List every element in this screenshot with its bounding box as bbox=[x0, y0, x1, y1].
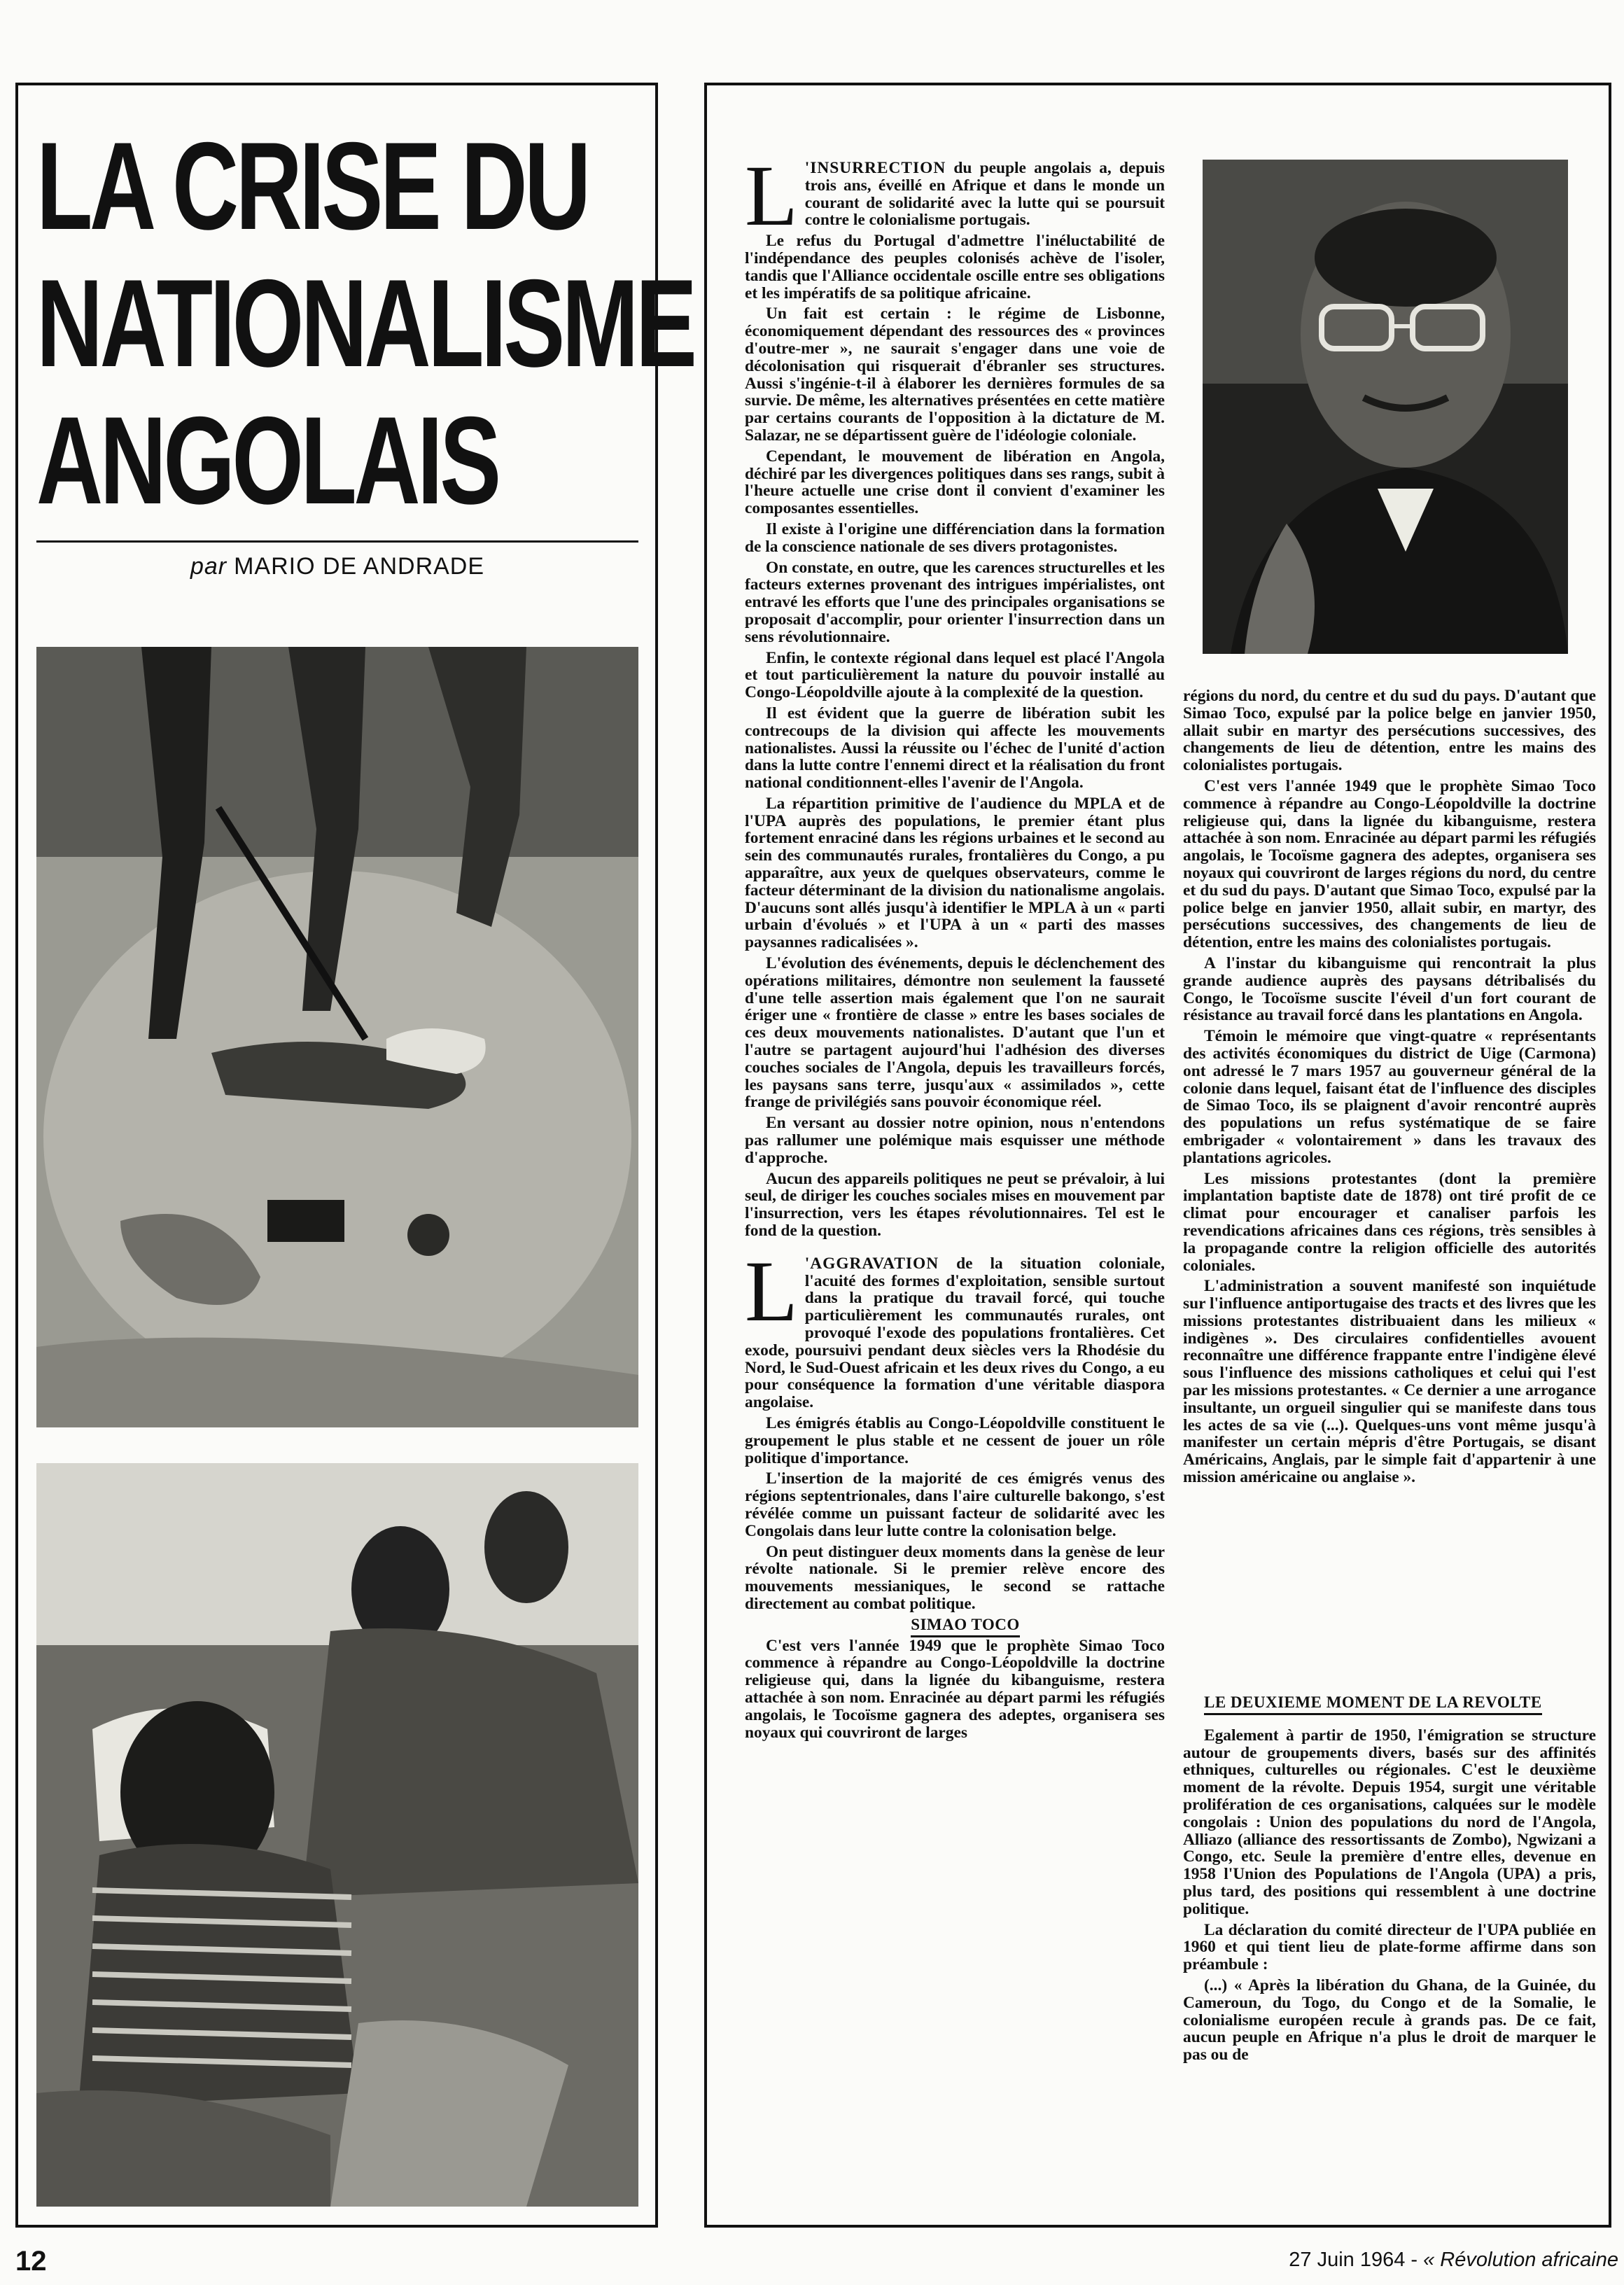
byline-rule-top bbox=[36, 540, 638, 543]
deuxieme-moment-heading: LE DEUXIEME MOMENT DE LA REVOLTE bbox=[1183, 1694, 1596, 1712]
intro-paragraph-11: En versant au dossier notre opinion, nous n'entendons pas rallumer une polémique mais esquisser une méthode d'approche. bbox=[745, 1114, 1165, 1167]
section2-paragraph-2: Les émigrés établis au Congo-Léopoldville constituent le groupement le plus stable et ne cessent de jouer un rôle politique d'importance. bbox=[745, 1413, 1165, 1467]
section2-lead-caps: 'AGGRAVATION bbox=[804, 1254, 939, 1273]
section2-p1-text: de la situation coloniale, l'acuité des formes d'exploitation, sensible surtout dans la pratique du travail forcé, qui touche particulièrement les communautés rurales, ont provoqué l'exode des populations frontalières. Cet exode, poursuivi pendant deux siècles vers la Rhodésie du Nord, le Sud-Ouest africain et les deux rives du Congo, a eu pour conséquence la formation d'une véritable diaspora angolaise. bbox=[745, 1254, 1165, 1412]
byline-author: MARIO DE ANDRADE bbox=[234, 553, 485, 580]
photo-prisoners bbox=[36, 1463, 638, 2207]
section2-paragraph-4: On peut distinguer deux moments dans la genèse de leur révolte nationale. Si le premier relève encore des mouvements messianiques, le second se rattache directement au combat politique. bbox=[745, 1542, 1165, 1613]
byline bbox=[36, 553, 638, 580]
section2-paragraph-3: L'insertion de la majorité de ces émigrés venus des régions septentrionales, dans l'aire culturelle bakongo, s'est révélée comme un puissant facteur de solidarité avec les Congolais dans leur lutte contre la colonisation belge. bbox=[745, 1469, 1165, 1540]
deuxieme-paragraph-3: (...) « Après la libération du Ghana, de la Guinée, du Cameroun, du Togo, du Congo et de la Somalie, le colonialisme européen recule à grands pas. De ce fait, aucun peuple en Afrique n'a plus le droit de marquer le pas ou de bbox=[1183, 1976, 1596, 2064]
footer-publication-title: « Révolution africaine bbox=[1423, 2249, 1618, 2271]
intro-paragraph-5: Il existe à l'origine une différenciation dans la formation de la conscience nationale de ses divers protagonistes. bbox=[745, 519, 1165, 556]
article-column-middle bbox=[745, 148, 1165, 1745]
intro-lead-caps: 'INSURRECTION bbox=[804, 159, 946, 177]
intro-paragraph-9: La répartition primitive de l'audience du MPLA et de l'UPA auprès des populations, le premier étant plus fortement enraciné dans les régions urbaines et le second au sein des communautés rurales, frontalières du Congo, a pu apparaître, aux yeux de quelques observateurs, comme le facteur déterminant de la division du nationalisme angolais. D'aucuns sont allés jusqu'à identifier le MPLA à un « parti urbain d'évolués » et l'UPA à un « parti des masses paysannes radicalisées ». bbox=[745, 794, 1165, 952]
intro-paragraph-12: Aucun des appareils politiques ne peut se prévaloir, à lui seul, de diriger les couches sociales mises en mouvement par l'insurrection, vers les étapes révolutionnaires. Tel est le fond de la question. bbox=[745, 1169, 1165, 1241]
intro-p1-text: du peuple angolais a, depuis trois ans, éveillé en Afrique et dans le monde un courant de solidarité avec la lutte qui se poursuit contre le colonialisme portugais. bbox=[804, 159, 1165, 230]
headline-line-3: ANGOLAIS bbox=[36, 391, 498, 530]
intro-paragraph-10: L'évolution des événements, depuis le déclenchement des opérations militaires, démontre non seulement la fausseté d'une telle assertion mais également que l'on ne saurait ériger une « frontière de classe » entre les bases sociales de ces deux mouvements nationalistes. D'autant que l'un et l'autre se partagent aujourd'hui l'adhésion des diverses couches sociales de l'Angola, depuis les travailleurs forcés, les paysans sans terre, jusqu'aux « assimilados », cette frange de privilégiés sans pouvoir économique réel. bbox=[745, 954, 1165, 1112]
intro-paragraph-7: Enfin, le contexte régional dans lequel est placé l'Angola et tout particulièrement la nature du pouvoir installé au Congo-Léopoldville ajoute à la complexité de la question. bbox=[745, 648, 1165, 702]
right-paragraph-1: C'est vers l'année 1949 que le prophète Simao Toco commence à répandre au Congo-Léopoldville la doctrine religieuse qui, dans la lignée du kibanguisme, restera attachée à son nom. Enracinée au départ parmi les réfugiés angolais, le Tocoïsme gagnera des adeptes, organisera ses noyaux qui couvriront de larges régions du nord, du centre et du sud du pays. D'autant que Simao Toco, expulsé par la police belge en janvier 1950, allait subir, en martyr, des persécutions successives, des changements de lieu de détention, entre les mains des colonialistes portugais. bbox=[1183, 776, 1596, 952]
intro-paragraph-6: On constate, en outre, que les carences structurelles et les facteurs externes provenant des intrigues impérialistes, ont entravé les efforts que l'une des principales organisations se proposait d'accomplir, pour orienter l'insurrection dans un sens révolutionnaire. bbox=[745, 558, 1165, 646]
section2-paragraph-1 bbox=[745, 1243, 1165, 1412]
page-number: 12 bbox=[15, 2246, 47, 2277]
right-paragraph-2: A l'instar du kibanguisme qui rencontrait la plus grande audience auprès des paysans détribalisés du Congo, le Tocoïsme suscite l'éveil d'un fort courant de résistance au travail forcé dans les plantations en Angola. bbox=[1183, 953, 1596, 1025]
right-paragraph-4: Les missions protestantes (dont la première implantation baptiste date de 1878) ont tiré profit de ce climat pour encourager et canaliser parfois les revendications africaines dans ces régions, très sensibles à la propagande contre la religion officielle des autorités coloniales. bbox=[1183, 1169, 1596, 1275]
photo-soldiers bbox=[36, 647, 638, 1427]
right-paragraph-0: régions du nord, du centre et du sud du pays. D'autant que Simao Toco, expulsé par la police belge en janvier 1950, allait subir en martyr des persécutions successives, des changements de lieu de détention, entre les mains des colonialistes portugais. bbox=[1183, 687, 1596, 775]
simao-toco-heading: SIMAO TOCO bbox=[745, 1616, 1165, 1634]
article-column-right bbox=[1183, 687, 1596, 1490]
article-headline bbox=[36, 116, 694, 530]
deuxieme-paragraph-1: Egalement à partir de 1950, l'émigration se structure autour de groupements divers, basés sur des affinités ethniques, culturelles ou régionales. C'est le deuxième moment de la révolte. Depuis 1954, surgit une véritable prolifération de ces organisations, calquées sur le modèle congolais : Union des populations du nord de l'Angola, Alliazo (alliance des ressortissants de Zombo), Ngwizani a Congo, etc. Seule la première d'entre elles, devenue en 1958 l'Union des Populations de l'Angola (UPA) a pris, plus tard, des positions qui ressemblent à une doctrine politique. bbox=[1183, 1726, 1596, 1918]
section2-dropcap: L bbox=[745, 1243, 798, 1339]
intro-dropcap: L bbox=[745, 148, 798, 244]
headline-line-1: LA CRISE DU bbox=[36, 116, 588, 256]
simao-toco-paragraph-1: C'est vers l'année 1949 que le prophète Simao Toco commence à répandre au Congo-Léopoldville la doctrine religieuse qui, dans la lignée du kibanguisme, restera attachée à son nom. Enracinée au départ parmi les réfugiés angolais, le Tocoïsme gagnera des adeptes, organisera ses noyaux qui couvriront de larges bbox=[745, 1636, 1165, 1742]
footer-publication-line bbox=[1289, 2249, 1618, 2272]
photo-portrait bbox=[1203, 160, 1568, 654]
right-paragraph-5: L'administration a souvent manifesté son inquiétude sur l'influence antiportugaise des tracts et des livres que les missions protestantes distribuaient dans les milieux « indigènes ». Des circulaires confidentielles avouent reconnaître une différence frappante entre l'indigène élevé sous l'influence des missions catholiques et celui qui l'est par les missions protestantes. « Ce dernier a une arrogance insultante, un orgueil singulier qui se manifeste dans tous les actes de sa vie (...). Quelques-uns vont même jusqu'à manifester un certain mépris d'être Portugais, se disant Américains, Anglais, par le simple fait d'appartenir à une mission américaine ou anglaise ». bbox=[1183, 1277, 1596, 1487]
right-paragraph-3: Témoin le mémoire que vingt-quatre « représentants des activités économiques du district de Uige (Carmona) ont adressé le 7 mars 1957 au gouverneur général de la colonie dans lequel, faisant état de l'influence des disciples de Simao Toco, ils se plaignent d'avoir rencontré auprès des populations un refus systématique de se faire embrigader « volontairement » dans les travaux des plantations agricoles. bbox=[1183, 1027, 1596, 1167]
intro-paragraph-1 bbox=[745, 148, 1165, 244]
intro-paragraph-2: Le refus du Portugal d'admettre l'inéluctabilité de l'indépendance des peuples colonisés achève de l'isoler, tandis que l'Alliance occidentale oscille entre ses obligations et les impératifs de sa politique africaine. bbox=[745, 232, 1165, 302]
intro-paragraph-3: Un fait est certain : le régime de Lisbonne, économiquement dépendant des ressources des « provinces d'outre-mer », ne saurait s'engager dans une voie de décolonisation qui risquerait d'ébranler ses structures. Aussi s'ingénie-t-il à élaborer les dernières formules de sa survie. De même, les alternatives présentées en cette matière par certains courants de l'opposition à la dictature de M. Salazar, ne se départissent guère de l'idéologie coloniale. bbox=[745, 305, 1165, 445]
headline-line-2: NATIONALISME bbox=[36, 253, 694, 393]
article-column-right-lower bbox=[1183, 1694, 1596, 2067]
intro-paragraph-4: Cependant, le mouvement de libération en Angola, déchiré par les divergences politiques dans ses rangs, subit à l'heure actuelle une crise dont il convient d'examiner les composantes essentielles. bbox=[745, 447, 1165, 518]
intro-paragraph-8: Il est évident que la guerre de libération subit les contrecoups de la division qui affecte les mouvements nationalistes. Aussi la réussite ou l'échec de l'unité d'action dans la lutte contre l'ennemi direct et la réalisation du front national conditionnent-elles l'avenir de l'Angola. bbox=[745, 704, 1165, 792]
footer-date: 27 Juin 1964 - bbox=[1289, 2249, 1424, 2271]
deuxieme-paragraph-2: La déclaration du comité directeur de l'UPA publiée en 1960 et qui tient lieu de plate-forme affirme dans son préambule : bbox=[1183, 1920, 1596, 1974]
byline-prefix: par bbox=[190, 553, 227, 580]
